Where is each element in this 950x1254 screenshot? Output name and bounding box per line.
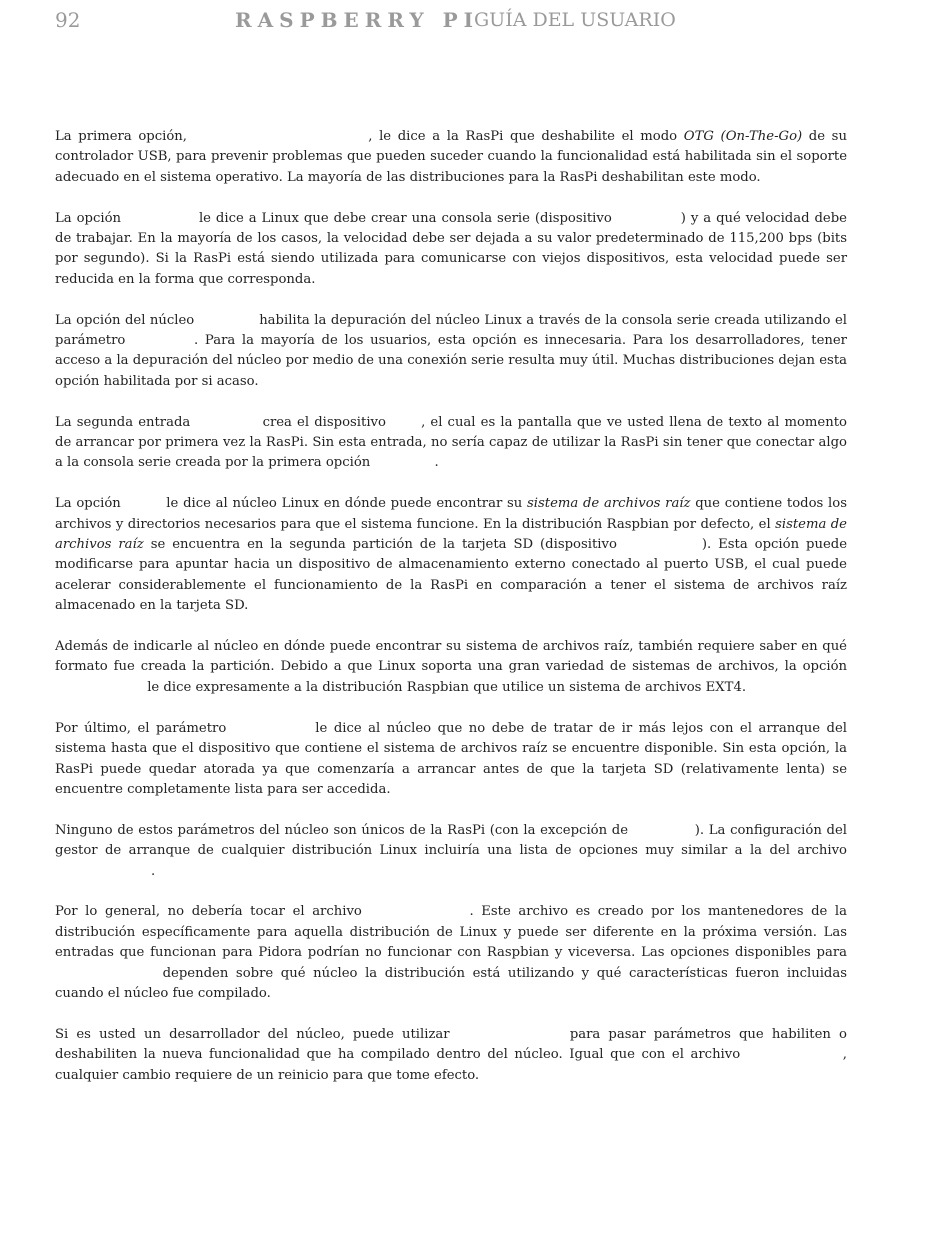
paragraph xyxy=(55,494,847,616)
page-header xyxy=(55,8,895,36)
text-run: le dice a Linux que debe crear una consola serie (dispositivo xyxy=(198,210,612,226)
text-run: ). La configuración del gestor de arranque de cualquier distribución Linux incluiría una lista de opciones muy similar a la del archivo xyxy=(55,822,847,859)
text-run: La opción xyxy=(55,496,121,512)
paragraph xyxy=(55,311,847,393)
paragraph xyxy=(55,209,847,291)
text-run: Además de indicarle al núcleo en dónde puede encontrar su sistema de archivos raíz, también requiere saber en qué formato fue creada la partición. Debido a que Linux soporta una gran variedad de sistemas de archivos, la opción xyxy=(55,639,847,675)
paragraph xyxy=(55,637,847,698)
paragraph xyxy=(55,719,847,801)
text-run: habilita la depuración del núcleo Linux a través de la consola serie creada utilizando el parámetro xyxy=(55,312,847,349)
text-run: La primera opción, xyxy=(55,129,187,144)
book-subtitle: GUÍA DEL USUARIO xyxy=(474,9,676,31)
text-run: crea el dispositivo xyxy=(262,414,386,430)
text-run: ). Esta opción puede modificarse para apuntar hacia un dispositivo de almacenamiento externo conectado al puerto USB, el cual puede acelerar considerablemente el funcionamiento de la RasPi en comparación a tener el sistema de archivos raíz almacenado en la tarjeta SD. xyxy=(55,537,848,614)
book-title: RASPBERRY PI xyxy=(235,8,480,32)
text-run: La opción xyxy=(55,210,121,226)
emphasis: sistema de archivos raíz xyxy=(527,496,691,512)
paragraph xyxy=(55,821,847,882)
text-run: La opción del núcleo xyxy=(55,312,195,328)
text-run: para pasar parámetros que habiliten o deshabiliten la nueva funcionalidad que ha compilado dentro del núcleo. Igual que con el archivo xyxy=(55,1026,847,1063)
text-run: Ninguno de estos parámetros del núcleo son únicos de la RasPi (con la excepción de xyxy=(55,822,629,838)
text-run: , cualquier cambio requiere de un reinicio para que tome efecto. xyxy=(55,1047,847,1083)
text-run: que contiene todos los archivos y directorios necesarios para que el sistema funcione. En la distribución Raspbian por defecto, el xyxy=(55,496,847,532)
body-text xyxy=(55,127,847,1106)
text-run: . Para la mayoría de los usuarios, esta opción es innecesaria. Para los desarrolladores, tener acceso a la depuración del núcleo por medio de una conexión serie resulta muy útil. Muchas distribuciones dejan esta opción habilitada por si acaso. xyxy=(55,333,847,389)
text-run: le dice expresamente a la distribución Raspbian que utilice un sistema de archivos EXT4. xyxy=(147,679,747,695)
paragraph xyxy=(55,1025,847,1086)
text-run: ) y a qué velocidad debe de trabajar. En la mayoría de los casos, la velocidad debe ser dejada a su valor predeterminado de 115,200 bps (bits por segundo). Si la RasPi está siendo utilizada para comunicarse con viejos dispositivos, esta velocidad puede ser reducida en la forma que corresponda. xyxy=(55,210,847,287)
emphasis: sistema de archivos raíz xyxy=(55,516,847,553)
text-run: dependen sobre qué núcleo la distribución está utilizando y qué características fueron incluidas cuando el núcleo fue compilado. xyxy=(55,965,847,1001)
paragraph xyxy=(55,413,847,474)
text-run: se encuentra en la segunda partición de la tarjeta SD (dispositivo xyxy=(150,537,617,553)
text-run: . Este archivo es creado por los mantenedores de la distribución específicamente para aquella distribución de Linux y puede ser diferente en la próxima versión. Las entradas que funcionan para Pidora podrían no funcionar con Raspbian y viceversa. Las opciones disponibles para xyxy=(55,904,847,961)
page-number: 92 xyxy=(55,8,81,32)
paragraph xyxy=(55,127,847,188)
text-run: , le dice a la RasPi que deshabilite el modo xyxy=(368,129,678,144)
paragraph xyxy=(55,902,847,1004)
text-run: le dice al núcleo que no debe de tratar de ir más lejos con el arranque del sistema hasta que el dispositivo que contiene el sistema de archivos raíz se encuentre disponible. Sin esta opción, la RasPi puede quedar atorada ya que comenzaría a arrancar antes de que la tarjeta SD (relativamente lenta) se encuentre completamente lista para ser accedida. xyxy=(55,720,847,797)
text-run: . xyxy=(434,455,439,471)
text-run: de su controlador USB, para prevenir problemas que pueden suceder cuando la funcionalidad está habilitada sin el soporte adecuado en el sistema operativo. La mayoría de las distribuciones para la RasPi deshabilitan este modo. xyxy=(55,129,847,185)
emphasis: OTG (On-The-Go) xyxy=(683,129,803,144)
text-run: Por lo general, no debería tocar el archivo xyxy=(55,904,362,920)
text-run: Por último, el parámetro xyxy=(55,720,227,736)
text-run: le dice al núcleo Linux en dónde puede encontrar su xyxy=(166,496,523,512)
text-run: Si es usted un desarrollador del núcleo, puede utilizar xyxy=(55,1026,450,1042)
text-run: . xyxy=(151,863,156,879)
text-run: La segunda entrada xyxy=(55,414,191,430)
text-run: , el cual es la pantalla que ve usted llena de texto al momento de arrancar por primera vez la RasPi. Sin esta entrada, no sería capaz de utilizar la RasPi sin tener que conectar algo a la consola serie creada por la primera opción xyxy=(55,414,847,471)
